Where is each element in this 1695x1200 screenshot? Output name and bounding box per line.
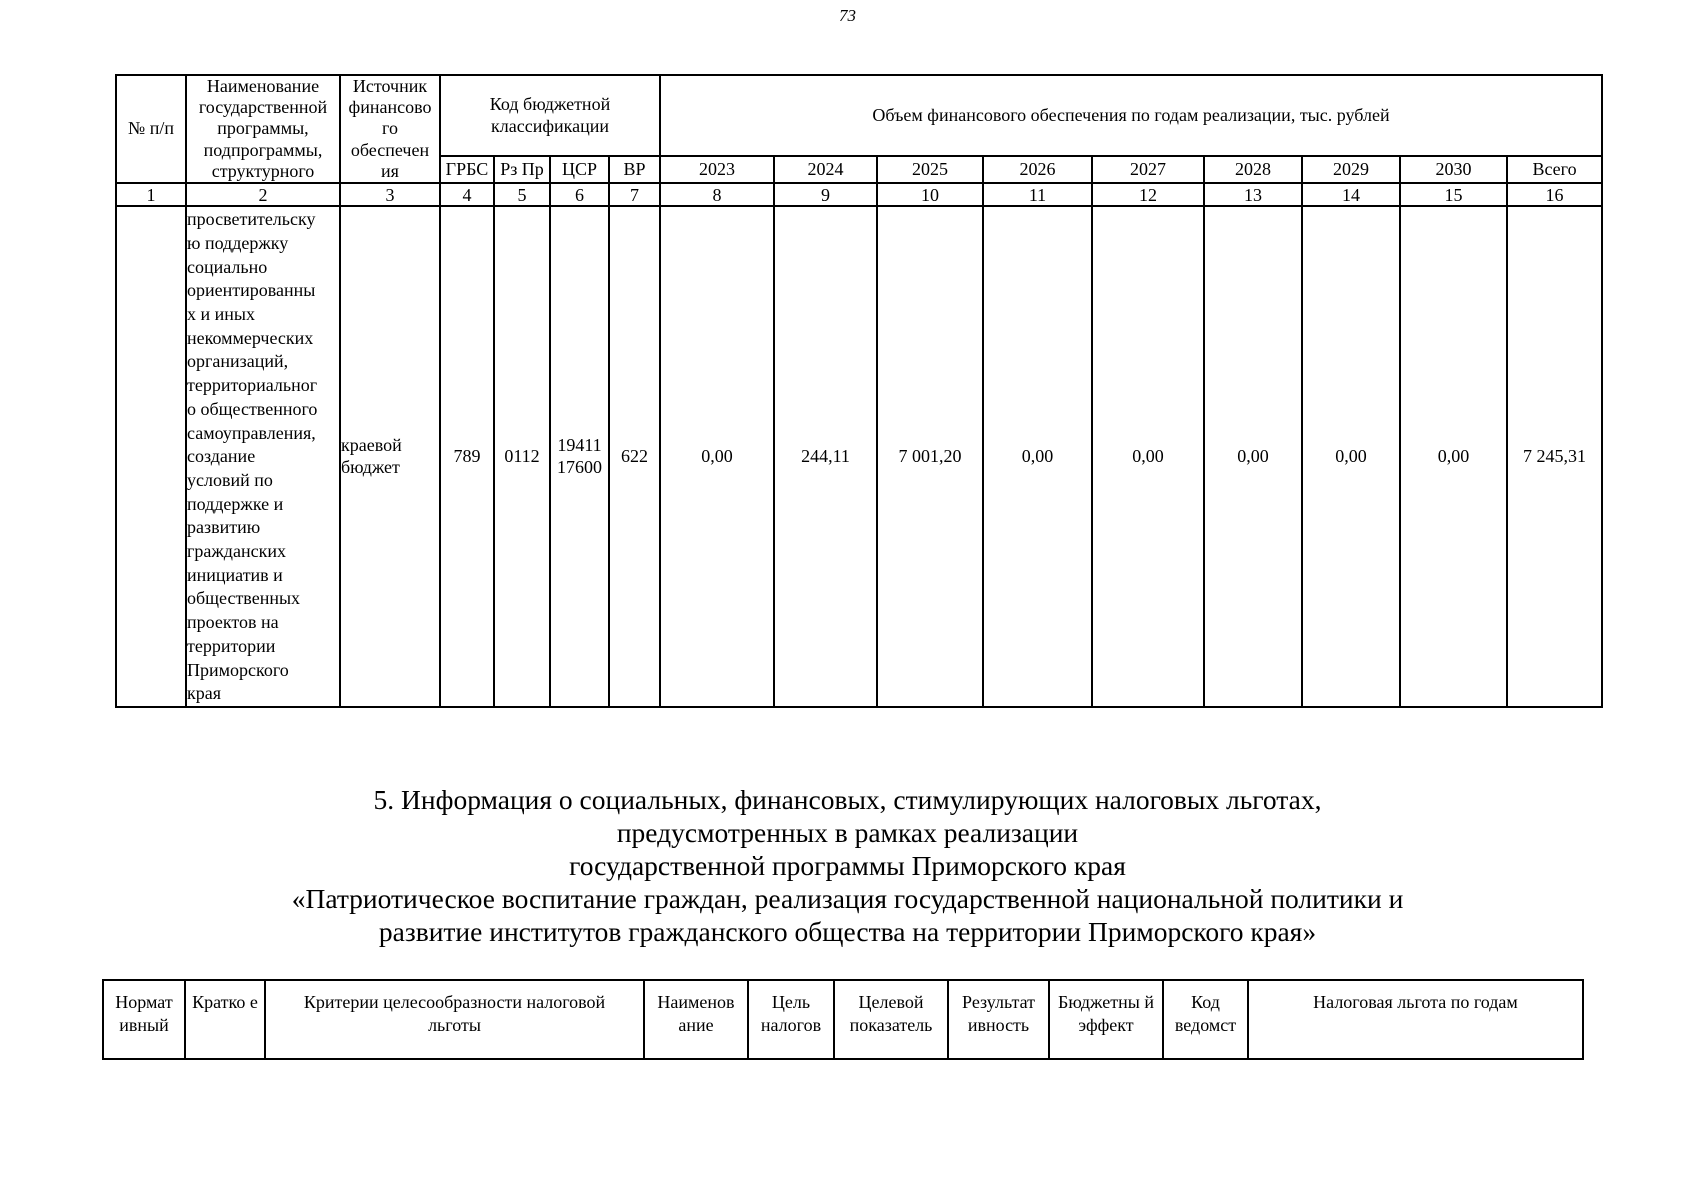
tax-benefits-table	[102, 979, 1584, 1060]
section-title-line: предусмотренных в рамках реализации	[616, 817, 1079, 848]
cell-value-2025: 7 001,20	[877, 206, 983, 707]
tax-header-criteria-label: Критерии целесообразности налоговой льготы	[303, 992, 606, 1035]
cell-funding-source: краевой бюджет	[340, 206, 440, 707]
cell-row-num	[116, 206, 186, 707]
header-total: Всего	[1507, 156, 1602, 183]
cell-rzpr: 0112	[494, 206, 550, 707]
column-number: 13	[1204, 183, 1302, 206]
cell-value-2028: 0,00	[1204, 206, 1302, 707]
program-name-line: ю поддержку	[187, 232, 289, 253]
header-row-top	[116, 75, 1602, 156]
column-number: 14	[1302, 183, 1400, 206]
program-name-line: Приморского	[187, 659, 289, 680]
tax-header-row	[103, 980, 1583, 1059]
section-title-line: государственной программы Приморского края	[569, 850, 1126, 881]
tax-header-budget-effect: Бюджетны й эффект	[1049, 980, 1163, 1059]
tax-header-normative: Нормат ивный	[103, 980, 185, 1059]
column-number: 3	[340, 183, 440, 206]
program-name-line: условий по	[187, 469, 273, 490]
header-year-2029: 2029	[1302, 156, 1400, 183]
cell-csr	[550, 206, 609, 707]
column-number: 16	[1507, 183, 1602, 206]
program-name-line: некоммерческих	[187, 327, 314, 348]
header-funding-source: Источник финансово го обеспечен ия	[340, 75, 440, 183]
section-5-title	[0, 783, 1695, 948]
cell-value-2026: 0,00	[983, 206, 1092, 707]
column-number: 12	[1092, 183, 1204, 206]
cell-value-2030: 0,00	[1400, 206, 1507, 707]
program-name-line: социально	[187, 256, 268, 277]
column-number: 7	[609, 183, 660, 206]
program-name-line: территориальног	[187, 375, 318, 396]
cell-vr: 622	[609, 206, 660, 707]
program-name-line: о общественного	[187, 398, 318, 419]
program-name-line: края	[187, 683, 222, 704]
program-name-line: поддержке и	[187, 493, 284, 514]
program-name-line: проектов на	[187, 612, 279, 633]
section-title-line: «Патриотическое воспитание граждан, реализация государственной национальной политики и	[291, 883, 1404, 914]
program-name-line: х и иных	[187, 303, 255, 324]
page-number: 73	[839, 6, 856, 25]
program-name-line: территории	[187, 635, 276, 656]
column-number: 9	[774, 183, 877, 206]
header-year-2026: 2026	[983, 156, 1092, 183]
column-number: 6	[550, 183, 609, 206]
tax-header-effectiveness: Результат ивность	[948, 980, 1049, 1059]
program-name-line: развитию	[187, 517, 261, 538]
data-row	[116, 206, 1602, 707]
header-grbs: ГРБС	[440, 156, 494, 183]
header-year-2030: 2030	[1400, 156, 1507, 183]
header-budget-code	[440, 75, 660, 156]
cell-value-2023: 0,00	[660, 206, 774, 707]
cell-value-2024: 244,11	[774, 206, 877, 707]
header-rzpr: Рз Пр	[494, 156, 550, 183]
column-number: 8	[660, 183, 774, 206]
program-name-line: самоуправления,	[187, 422, 316, 443]
section-title-line: развитие институтов гражданского общества на территории Приморского края»	[378, 916, 1317, 947]
financing-table	[115, 74, 1603, 708]
header-vr: ВР	[609, 156, 660, 183]
header-budget-code-label: Код бюджетной классификации	[489, 94, 611, 136]
cell-value-2029: 0,00	[1302, 206, 1400, 707]
tax-header-department-code: Код ведомст	[1163, 980, 1248, 1059]
column-number: 10	[877, 183, 983, 206]
cell-grbs: 789	[440, 206, 494, 707]
column-number: 5	[494, 183, 550, 206]
column-number-row	[116, 183, 1602, 206]
program-name-line: организаций,	[187, 351, 289, 372]
tax-header-goal: Цель налогов	[748, 980, 834, 1059]
header-year-2025: 2025	[877, 156, 983, 183]
program-name-line: создание	[187, 446, 256, 467]
tax-header-name: Наименов ание	[644, 980, 748, 1059]
cell-value-2027: 0,00	[1092, 206, 1204, 707]
header-csr: ЦСР	[550, 156, 609, 183]
csr-line: 19411	[557, 435, 602, 456]
cell-program-name	[186, 206, 340, 707]
header-year-2028: 2028	[1204, 156, 1302, 183]
program-name-line: ориентированны	[187, 280, 316, 301]
header-year-2024: 2024	[774, 156, 877, 183]
column-number: 2	[186, 183, 340, 206]
header-num: № п/п	[116, 75, 186, 183]
header-program-name: Наименование государственной программы, подпрограммы, структурного	[186, 75, 340, 183]
program-name-line: общественных	[187, 588, 301, 609]
tax-header-target-indicator: Целевой показатель	[834, 980, 948, 1059]
tax-header-benefit-by-years: Налоговая льгота по годам	[1248, 980, 1583, 1059]
column-number: 1	[116, 183, 186, 206]
section-title-line: 5. Информация о социальных, финансовых, стимулирующих налоговых льготах,	[373, 784, 1322, 815]
tax-header-short: Кратко е	[185, 980, 265, 1059]
header-year-2027: 2027	[1092, 156, 1204, 183]
cell-value-total: 7 245,31	[1507, 206, 1602, 707]
column-number: 4	[440, 183, 494, 206]
program-name-line: просветительску	[187, 209, 316, 230]
csr-line: 17600	[557, 456, 602, 477]
tax-header-criteria	[265, 980, 644, 1059]
program-name-line: гражданских	[187, 541, 286, 562]
header-financing-volume: Объем финансового обеспечения по годам реализации, тыс. рублей	[660, 75, 1602, 156]
program-name-line: инициатив и	[187, 564, 283, 585]
header-year-2023: 2023	[660, 156, 774, 183]
column-number: 11	[983, 183, 1092, 206]
column-number: 15	[1400, 183, 1507, 206]
